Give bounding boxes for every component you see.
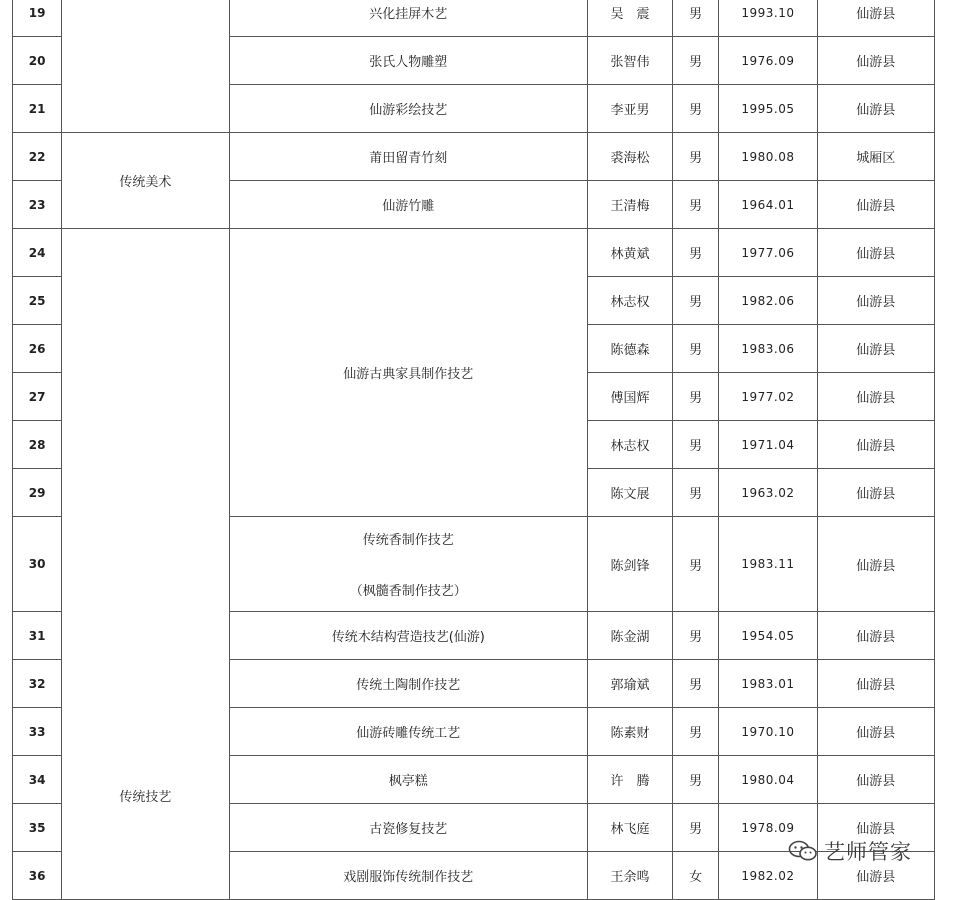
name-cell: 林飞庭 bbox=[587, 804, 672, 852]
watermark-text: 艺师管家 bbox=[824, 840, 912, 864]
project-cell: 传统木结构营造技艺(仙游) bbox=[229, 612, 587, 660]
project-cell: 传统土陶制作技艺 bbox=[229, 660, 587, 708]
sex-cell: 男 bbox=[673, 85, 719, 133]
birth-cell: 1995.05 bbox=[719, 85, 817, 133]
name-cell: 王余鸣 bbox=[587, 852, 672, 900]
region-cell: 仙游县 bbox=[817, 229, 934, 277]
birth-cell: 1977.06 bbox=[719, 229, 817, 277]
sex-cell: 男 bbox=[673, 229, 719, 277]
birth-cell: 1978.09 bbox=[719, 804, 817, 852]
row-number: 27 bbox=[13, 373, 62, 421]
table-row bbox=[13, 0, 935, 37]
row-number: 35 bbox=[13, 804, 62, 852]
row-number: 28 bbox=[13, 421, 62, 469]
row-number: 34 bbox=[13, 756, 62, 804]
project-cell: 莆田留青竹刻 bbox=[229, 133, 587, 181]
project-line-1: 传统香制作技艺 bbox=[362, 533, 454, 548]
sex-cell: 男 bbox=[673, 612, 719, 660]
row-number: 31 bbox=[13, 612, 62, 660]
sex-cell: 男 bbox=[673, 133, 719, 181]
birth-cell: 1980.04 bbox=[719, 756, 817, 804]
row-number: 32 bbox=[13, 660, 62, 708]
table-row bbox=[13, 133, 935, 181]
birth-cell: 1982.06 bbox=[719, 277, 817, 325]
region-cell: 城厢区 bbox=[817, 133, 934, 181]
sex-cell: 男 bbox=[673, 469, 719, 517]
sex-cell: 男 bbox=[673, 660, 719, 708]
name-cell: 陈素财 bbox=[587, 708, 672, 756]
category-cell-fine-arts: 传统美术 bbox=[62, 133, 230, 229]
sex-cell: 男 bbox=[673, 373, 719, 421]
name-cell: 陈金湖 bbox=[587, 612, 672, 660]
sex-cell: 女 bbox=[673, 852, 719, 900]
region-cell: 仙游县 bbox=[817, 37, 934, 85]
project-line-2: （枫髓香制作技艺） bbox=[349, 584, 467, 599]
name-cell: 郭瑜斌 bbox=[587, 660, 672, 708]
birth-cell: 1983.11 bbox=[719, 517, 817, 612]
row-number: 19 bbox=[13, 0, 62, 37]
sex-cell: 男 bbox=[673, 325, 719, 373]
name-cell: 许 腾 bbox=[587, 756, 672, 804]
row-number: 36 bbox=[13, 852, 62, 900]
project-cell: 枫亭糕 bbox=[229, 756, 587, 804]
region-cell: 仙游县 bbox=[817, 469, 934, 517]
row-number: 23 bbox=[13, 181, 62, 229]
birth-cell: 1983.01 bbox=[719, 660, 817, 708]
category-cell-continued bbox=[62, 0, 230, 133]
name-cell: 陈文展 bbox=[587, 469, 672, 517]
birth-cell: 1954.05 bbox=[719, 612, 817, 660]
region-cell: 仙游县 bbox=[817, 0, 934, 37]
birth-cell: 1983.06 bbox=[719, 325, 817, 373]
name-cell: 傅国辉 bbox=[587, 373, 672, 421]
row-number: 25 bbox=[13, 277, 62, 325]
birth-cell: 1980.08 bbox=[719, 133, 817, 181]
project-cell-merged: 仙游古典家具制作技艺 bbox=[229, 229, 587, 517]
name-cell: 陈德森 bbox=[587, 325, 672, 373]
birth-cell: 1977.02 bbox=[719, 373, 817, 421]
sex-cell: 男 bbox=[673, 421, 719, 469]
region-cell: 仙游县 bbox=[817, 85, 934, 133]
sex-cell: 男 bbox=[673, 804, 719, 852]
project-cell: 仙游竹雕 bbox=[229, 181, 587, 229]
project-cell: 仙游彩绘技艺 bbox=[229, 85, 587, 133]
heritage-inheritor-table bbox=[12, 0, 935, 900]
birth-cell: 1963.02 bbox=[719, 469, 817, 517]
sex-cell: 男 bbox=[673, 756, 719, 804]
project-cell: 兴化挂屏木艺 bbox=[229, 0, 587, 37]
wechat-icon bbox=[788, 840, 818, 862]
sex-cell: 男 bbox=[673, 708, 719, 756]
sex-cell: 男 bbox=[673, 37, 719, 85]
name-cell: 王清梅 bbox=[587, 181, 672, 229]
region-cell: 仙游县 bbox=[817, 421, 934, 469]
row-number: 33 bbox=[13, 708, 62, 756]
region-cell: 仙游县 bbox=[817, 852, 934, 900]
region-cell: 仙游县 bbox=[817, 181, 934, 229]
region-cell: 仙游县 bbox=[817, 612, 934, 660]
row-number: 22 bbox=[13, 133, 62, 181]
name-cell: 张智伟 bbox=[587, 37, 672, 85]
name-cell: 陈剑锋 bbox=[587, 517, 672, 612]
project-cell-two-line bbox=[229, 517, 587, 612]
row-number: 20 bbox=[13, 37, 62, 85]
row-number: 29 bbox=[13, 469, 62, 517]
project-cell: 张氏人物雕塑 bbox=[229, 37, 587, 85]
name-cell: 裘海松 bbox=[587, 133, 672, 181]
project-cell: 仙游砖雕传统工艺 bbox=[229, 708, 587, 756]
row-number: 30 bbox=[13, 517, 62, 612]
birth-cell: 1971.04 bbox=[719, 421, 817, 469]
project-cell: 戏剧服饰传统制作技艺 bbox=[229, 852, 587, 900]
region-cell: 仙游县 bbox=[817, 325, 934, 373]
row-number: 26 bbox=[13, 325, 62, 373]
birth-cell: 1976.09 bbox=[719, 37, 817, 85]
sex-cell: 男 bbox=[673, 0, 719, 37]
region-cell: 仙游县 bbox=[817, 277, 934, 325]
row-number: 24 bbox=[13, 229, 62, 277]
region-cell: 仙游县 bbox=[817, 756, 934, 804]
sex-cell: 男 bbox=[673, 277, 719, 325]
name-cell: 李亚男 bbox=[587, 85, 672, 133]
birth-cell: 1964.01 bbox=[719, 181, 817, 229]
table-row bbox=[13, 229, 935, 277]
region-cell: 仙游县 bbox=[817, 517, 934, 612]
birth-cell: 1982.02 bbox=[719, 852, 817, 900]
row-number: 21 bbox=[13, 85, 62, 133]
category-cell-crafts: 传统技艺 bbox=[62, 229, 230, 900]
name-cell: 吴 震 bbox=[587, 0, 672, 37]
watermark bbox=[788, 836, 912, 866]
name-cell: 林志权 bbox=[587, 277, 672, 325]
region-cell: 仙游县 bbox=[817, 373, 934, 421]
sex-cell: 男 bbox=[673, 517, 719, 612]
region-cell: 仙游县 bbox=[817, 708, 934, 756]
project-cell: 古瓷修复技艺 bbox=[229, 804, 587, 852]
region-cell: 仙游县 bbox=[817, 660, 934, 708]
birth-cell: 1970.10 bbox=[719, 708, 817, 756]
name-cell: 林黄斌 bbox=[587, 229, 672, 277]
region-cell: 仙游县 bbox=[817, 804, 934, 852]
sex-cell: 男 bbox=[673, 181, 719, 229]
name-cell: 林志权 bbox=[587, 421, 672, 469]
birth-cell: 1993.10 bbox=[719, 0, 817, 37]
